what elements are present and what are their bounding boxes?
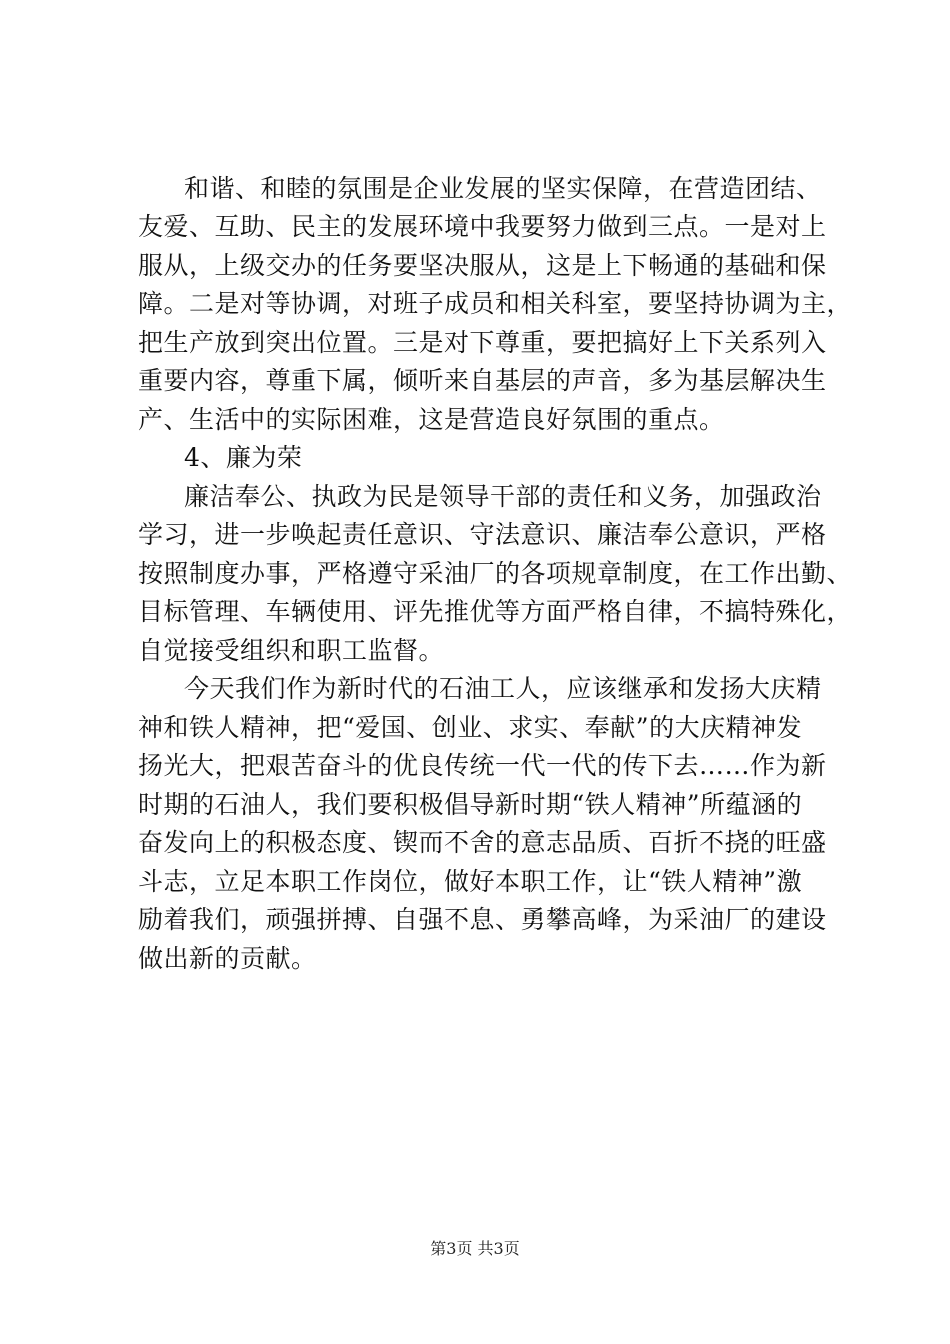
paragraph-2-line-1: 廉洁奉公、执政为民是领导干部的责任和义务，加强政治 [184, 482, 822, 511]
paragraph-3-line-3: 扬光大，把艰苦奋斗的优良传统一代一代的传下去……作为新 [138, 751, 827, 780]
paragraph-2-line-2: 学习，进一步唤起责任意识、守法意识、廉洁奉公意识，严格 [138, 520, 827, 549]
paragraph-3-line-7: 励着我们，顽强拼搏、自强不息、勇攀高峰，为采油厂的建设 [138, 905, 827, 934]
paragraph-3-line-8: 做出新的贡献。 [138, 944, 317, 973]
paragraph-1-line-3: 服从，上级交办的任务要坚决服从，这是上下畅通的基础和保 [138, 251, 827, 280]
paragraph-3-line-5: 奋发向上的积极态度、锲而不舍的意志品质、百折不挠的旺盛 [138, 828, 827, 857]
paragraph-3-line-4: 时期的石油人，我们要积极倡导新时期“铁人精神”所蕴涵的 [138, 790, 803, 819]
paragraph-1-line-4: 障。二是对等协调，对班子成员和相关科室，要坚持协调为主， [138, 289, 853, 318]
paragraph-3-line-6: 斗志，立足本职工作岗位，做好本职工作，让“铁人精神”激 [138, 867, 803, 896]
paragraph-1-line-2: 友爱、互助、民主的发展环境中我要努力做到三点。一是对上 [138, 212, 827, 241]
paragraph-1-line-7: 产、生活中的实际困难，这是营造良好氛围的重点。 [138, 405, 725, 434]
paragraph-3-line-2: 神和铁人精神，把“爱国、创业、求实、奉献”的大庆精神发 [138, 713, 803, 742]
section-heading: 4、廉为荣 [184, 443, 303, 472]
paragraph-2-line-4: 目标管理、车辆使用、评先推优等方面严格自律，不搞特殊化， [138, 597, 853, 626]
paragraph-2-line-5: 自觉接受组织和职工监督。 [138, 636, 445, 665]
paragraph-1-line-6: 重要内容，尊重下属，倾听来自基层的声音，多为基层解决生 [138, 366, 827, 395]
paragraph-2-line-3: 按照制度办事，严格遵守采油厂的各项规章制度，在工作出勤、 [138, 559, 853, 588]
paragraph-3-line-1: 今天我们作为新时代的石油工人，应该继承和发扬大庆精 [184, 674, 822, 703]
paragraph-1-line-5: 把生产放到突出位置。三是对下尊重，要把搞好上下关系列入 [138, 328, 827, 357]
page-footer: 第3页 共3页 [430, 1239, 520, 1258]
paragraph-1-line-1: 和谐、和睦的氛围是企业发展的坚实保障，在营造团结、 [184, 174, 822, 203]
